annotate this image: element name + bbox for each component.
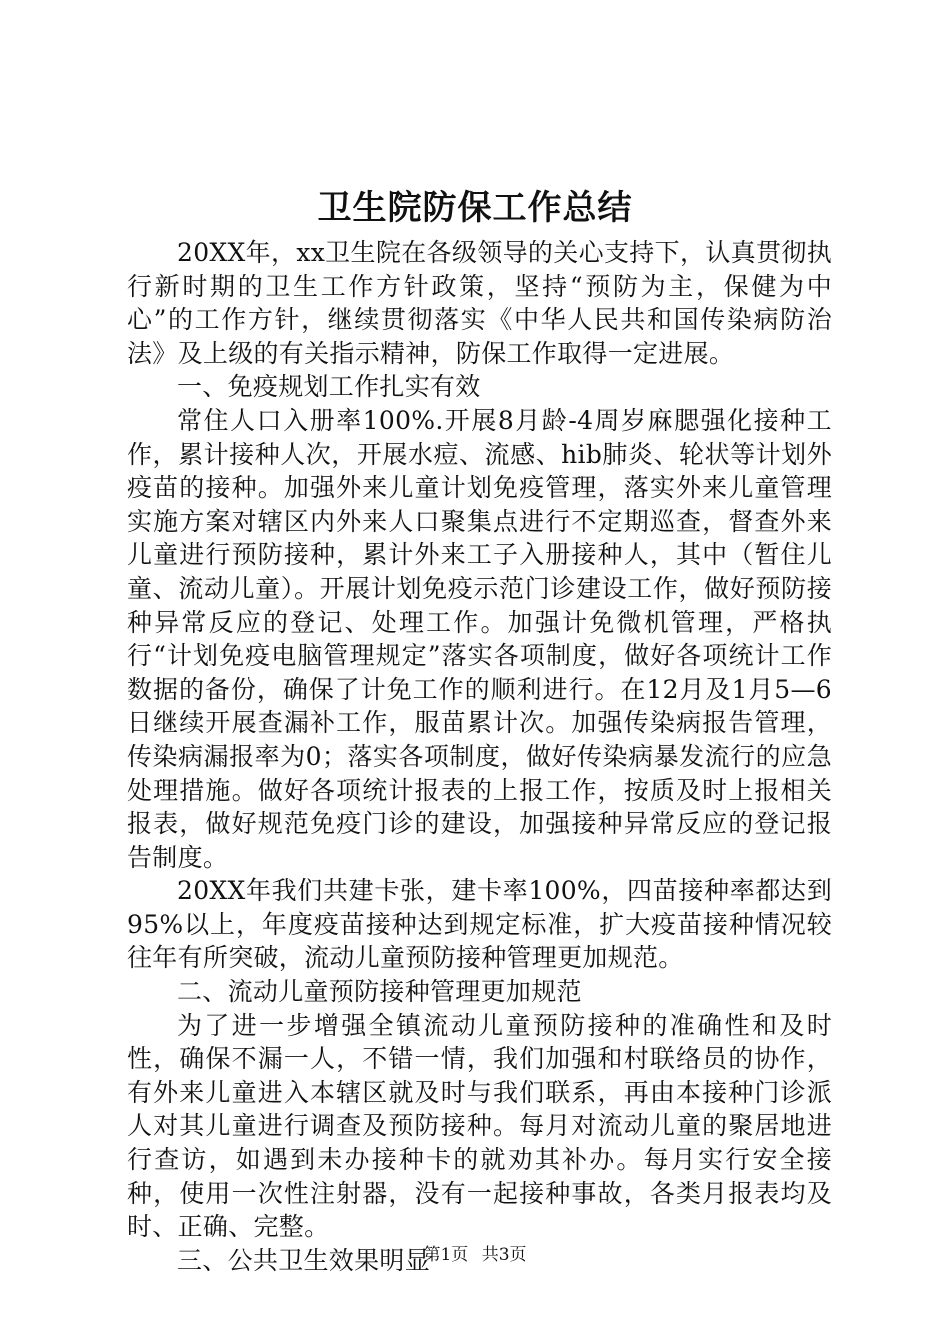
section-heading-2: 二、流动儿童预防接种管理更加规范: [177, 977, 582, 1007]
body-paragraph: 20XX年我们共建卡张，建卡率100%，四苗接种率都达到95%以上，年度疫苗接种达到规定标准，扩大疫苗接种情况较往年有所突破，流动儿童预防接种管理更加规范。: [127, 876, 832, 973]
page-title: 卫生院防保工作总结: [317, 188, 633, 228]
body-paragraph: 为了进一步增强全镇流动儿童预防接种的准确性和及时性，确保不漏一人，不错一情，我们加强和村联络员的协作，有外来儿童进入本辖区就及时与我们联系，再由本接种门诊派人对其儿童进行调查及预防接种。每月对流动儿童的聚居地进行查访，如遇到未办接种卡的就劝其补办。每月实行安全接种，使用一次性注射器，没有一起接种事故，各类月报表均及时、正确、完整。: [127, 1010, 832, 1242]
intro-paragraph: 20XX年，xx卫生院在各级领导的关心支持下，认真贯彻执行新时期的卫生工作方针政策，坚持“预防为主，保健为中心”的工作方针，继续贯彻落实《中华人民共和国传染病防治法》及上级的有关指示精神，防保工作取得一定进展。: [127, 238, 832, 368]
document-body: [127, 236, 832, 1277]
page-number: 第1页: [423, 1245, 469, 1265]
section-heading-3: 三、公共卫生效果明显: [177, 1245, 431, 1275]
page-total: 共3页: [481, 1245, 527, 1265]
page-footer: [0, 1243, 950, 1267]
section-heading-1: 一、免疫规划工作扎实有效: [177, 372, 481, 402]
body-paragraph: 常住人口入册率100%.开展8月龄-4周岁麻腮强化接种工作，累计接种人次，开展水痘、流感、hib肺炎、轮状等计划外疫苗的接种。加强外来儿童计划免疫管理，落实外来儿童管理实施方案对辖区内外来人口聚集点进行不定期巡查，督查外来儿童进行预防接种，累计外来工子入册接种人，其中（暂住儿童、流动儿童）。开展计划免疫示范门诊建设工作，做好预防接种异常反应的登记、处理工作。加强计免微机管理，严格执行“计划免疫电脑管理规定”落实各项制度，做好各项统计工作数据的备份，确保了计免工作的顺利进行。在12月及1月5—6日继续开展查漏补工作，服苗累计次。加强传染病报告管理，传染病漏报率为0；落实各项制度，做好传染病暴发流行的应急处理措施。做好各项统计报表的上报工作，按质及时上报相关报表，做好规范免疫门诊的建设，加强接种异常反应的登记报告制度。: [127, 405, 832, 872]
